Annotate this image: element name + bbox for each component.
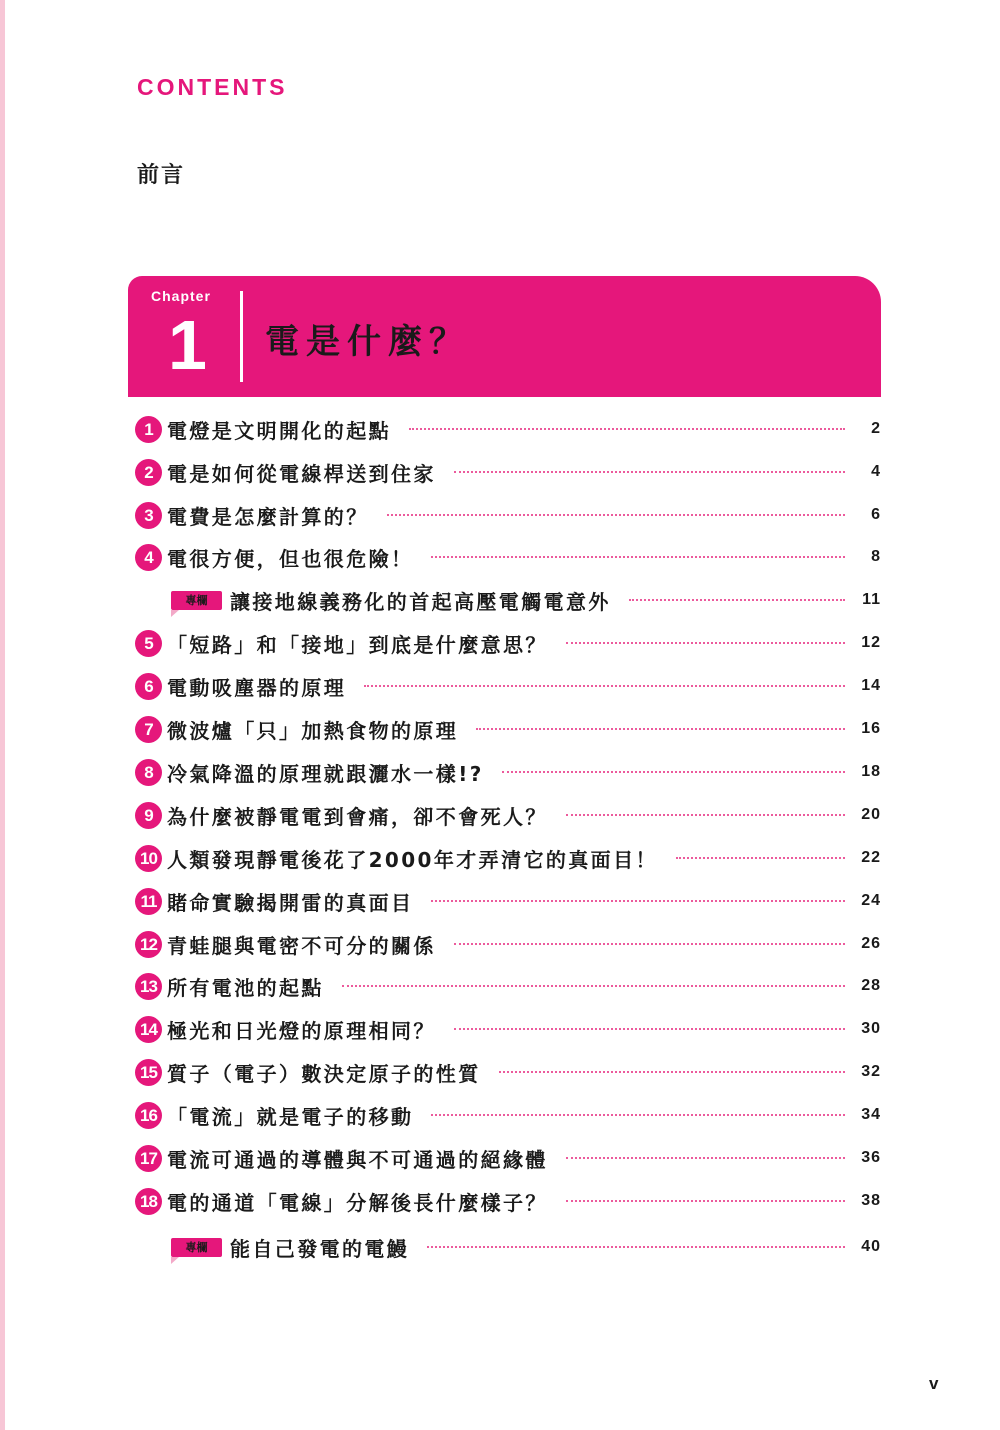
entry-number-badge: 2 bbox=[135, 459, 162, 486]
toc-entry-4[interactable] bbox=[135, 542, 881, 572]
entry-number-badge: 11 bbox=[135, 888, 162, 915]
entry-page-number: 38 bbox=[861, 1192, 881, 1209]
dot-leader bbox=[431, 900, 845, 902]
chapter-label: Chapter bbox=[151, 288, 211, 304]
entry-page-number: 26 bbox=[861, 935, 881, 952]
toc-entry-1[interactable] bbox=[135, 414, 881, 444]
entry-title: 賭命實驗揭開雷的真面目 bbox=[167, 890, 414, 915]
toc-column-entry-1[interactable] bbox=[135, 585, 881, 615]
entry-title: 能自己發電的電鰻 bbox=[230, 1236, 410, 1261]
dot-leader bbox=[431, 1114, 845, 1116]
dot-leader bbox=[566, 814, 845, 816]
entry-page-number: 8 bbox=[871, 548, 881, 565]
entry-page-number: 16 bbox=[861, 720, 881, 737]
entry-page-number: 40 bbox=[861, 1238, 881, 1255]
entry-title: 所有電池的起點 bbox=[167, 975, 324, 1000]
contents-heading: CONTENTS bbox=[137, 74, 288, 100]
entry-page-number: 30 bbox=[861, 1020, 881, 1037]
column-tag: 專欄 bbox=[171, 1238, 222, 1257]
entry-page-number: 34 bbox=[861, 1106, 881, 1123]
entry-page-number: 18 bbox=[861, 763, 881, 780]
toc-entry-14[interactable] bbox=[135, 1014, 881, 1044]
toc-entry-11[interactable] bbox=[135, 886, 881, 916]
dot-leader bbox=[387, 514, 845, 516]
page-folio: v bbox=[929, 1374, 939, 1393]
dot-leader bbox=[431, 556, 845, 558]
entry-number-badge: 8 bbox=[135, 759, 162, 786]
toc-entry-13[interactable] bbox=[135, 971, 881, 1001]
entry-page-number: 20 bbox=[861, 806, 881, 823]
entry-title: 電費是怎麼計算的？ bbox=[167, 504, 369, 529]
toc-entry-9[interactable] bbox=[135, 800, 881, 830]
toc-entry-15[interactable] bbox=[135, 1057, 881, 1087]
dot-leader bbox=[454, 943, 845, 945]
entry-page-number: 14 bbox=[861, 677, 881, 694]
entry-number-badge: 9 bbox=[135, 802, 162, 829]
toc-entry-8[interactable] bbox=[135, 757, 881, 787]
dot-leader bbox=[676, 857, 845, 859]
toc-column-entry-2[interactable] bbox=[135, 1232, 881, 1262]
dot-leader bbox=[409, 428, 845, 430]
entry-title: 電流可通過的導體與不可通過的絕緣體 bbox=[167, 1147, 548, 1172]
entry-title: 微波爐「只」加熱食物的原理 bbox=[167, 718, 459, 743]
entry-title: 為什麼被靜電電到會痛，卻不會死人？ bbox=[167, 804, 548, 829]
entry-title: 電很方便，但也很危險！ bbox=[167, 546, 414, 571]
dot-leader bbox=[342, 985, 845, 987]
dot-leader bbox=[566, 642, 845, 644]
dot-leader bbox=[566, 1200, 845, 1202]
entry-number-badge: 12 bbox=[135, 931, 162, 958]
toc-entry-3[interactable] bbox=[135, 500, 881, 530]
dot-leader bbox=[364, 685, 845, 687]
preface-entry[interactable]: 前言 bbox=[137, 163, 186, 188]
dot-leader bbox=[454, 471, 845, 473]
entry-number-badge: 18 bbox=[135, 1188, 162, 1215]
dot-leader bbox=[566, 1157, 845, 1159]
dot-leader bbox=[499, 1071, 845, 1073]
entry-page-number: 24 bbox=[861, 892, 881, 909]
toc-entry-7[interactable] bbox=[135, 714, 881, 744]
entry-title: 電動吸塵器的原理 bbox=[167, 675, 347, 700]
entry-page-number: 12 bbox=[861, 634, 881, 651]
entry-title: 冷氣降溫的原理就跟灑水一樣!? bbox=[167, 761, 484, 786]
toc-entry-18[interactable] bbox=[135, 1186, 881, 1216]
entry-title: 電的通道「電線」分解後長什麼樣子？ bbox=[167, 1190, 548, 1215]
column-tag: 專欄 bbox=[171, 591, 222, 610]
entry-title: 「電流」就是電子的移動 bbox=[167, 1104, 414, 1129]
chapter-title: 電是什麼？ bbox=[265, 322, 470, 362]
entry-page-number: 6 bbox=[871, 506, 881, 523]
toc-entry-5[interactable] bbox=[135, 628, 881, 658]
entry-number-badge: 14 bbox=[135, 1016, 162, 1043]
entry-page-number: 2 bbox=[871, 420, 881, 437]
entry-page-number: 22 bbox=[861, 849, 881, 866]
dot-leader bbox=[502, 771, 845, 773]
entry-number-badge: 13 bbox=[135, 973, 162, 1000]
entry-title: 極光和日光燈的原理相同？ bbox=[167, 1018, 436, 1043]
entry-page-number: 28 bbox=[861, 977, 881, 994]
chapter-number: 1 bbox=[168, 306, 207, 384]
toc-entry-17[interactable] bbox=[135, 1143, 881, 1173]
toc-entry-12[interactable] bbox=[135, 929, 881, 959]
dot-leader bbox=[476, 728, 845, 730]
entry-number-badge: 6 bbox=[135, 673, 162, 700]
entry-title: 電燈是文明開化的起點 bbox=[167, 418, 391, 443]
entry-title: 電是如何從電線桿送到住家 bbox=[167, 461, 436, 486]
entry-number-badge: 16 bbox=[135, 1102, 162, 1129]
toc-entry-2[interactable] bbox=[135, 457, 881, 487]
entry-title: 讓接地線義務化的首起高壓電觸電意外 bbox=[230, 589, 611, 614]
dot-leader bbox=[454, 1028, 845, 1030]
entry-title: 人類發現靜電後花了2000年才弄清它的真面目！ bbox=[167, 847, 658, 872]
entry-title: 青蛙腿與電密不可分的關係 bbox=[167, 933, 436, 958]
entry-page-number: 32 bbox=[861, 1063, 881, 1080]
entry-title: 「短路」和「接地」到底是什麼意思？ bbox=[167, 632, 548, 657]
entry-page-number: 36 bbox=[861, 1149, 881, 1166]
entry-number-badge: 3 bbox=[135, 502, 162, 529]
entry-page-number: 11 bbox=[862, 591, 881, 608]
toc-entry-10[interactable] bbox=[135, 843, 881, 873]
entry-number-badge: 17 bbox=[135, 1145, 162, 1172]
toc-entry-16[interactable] bbox=[135, 1100, 881, 1130]
entry-number-badge: 4 bbox=[135, 544, 162, 571]
entry-number-badge: 7 bbox=[135, 716, 162, 743]
entry-number-badge: 15 bbox=[135, 1059, 162, 1086]
dot-leader bbox=[629, 599, 845, 601]
entry-number-badge: 1 bbox=[135, 416, 162, 443]
dot-leader bbox=[427, 1246, 845, 1248]
entry-title: 質子（電子）數決定原子的性質 bbox=[167, 1061, 481, 1086]
entry-page-number: 4 bbox=[871, 463, 881, 480]
toc-entry-6[interactable] bbox=[135, 671, 881, 701]
entry-number-badge: 5 bbox=[135, 630, 162, 657]
entry-number-badge: 10 bbox=[135, 845, 162, 872]
